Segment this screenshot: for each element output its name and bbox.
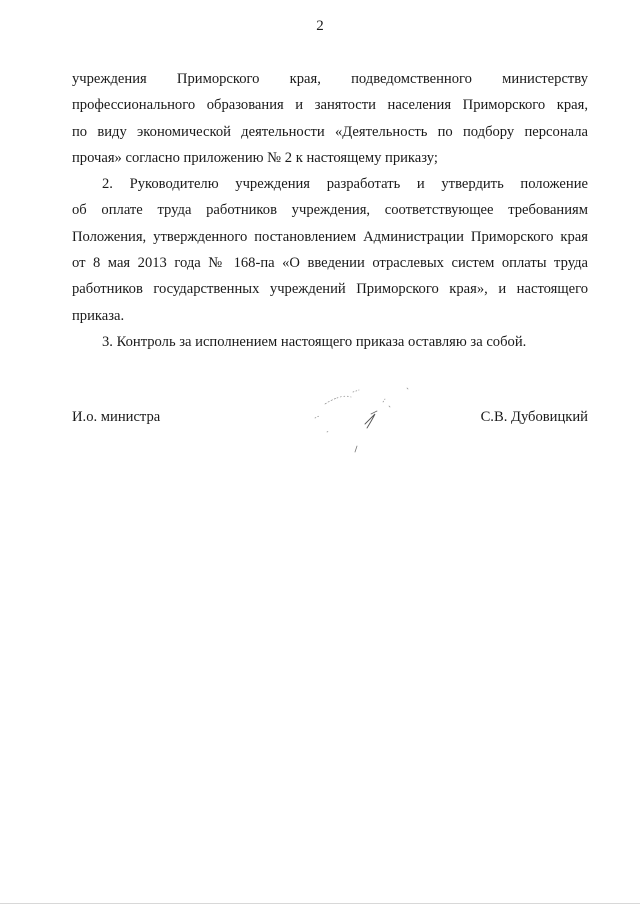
text-line: Положения, утвержденного постановлением Администрации Приморского края bbox=[72, 228, 588, 245]
paragraph-item-3 bbox=[72, 329, 588, 355]
text-line: 3. Контроль за исполнением настоящего приказа оставляю за собой. bbox=[102, 333, 527, 350]
text-line: об оплате труда работников учреждения, соответствующее требованиям bbox=[72, 202, 588, 219]
text-line: работников государственных учреждений Приморского края», и настоящего bbox=[72, 281, 588, 298]
page-bottom-edge bbox=[0, 903, 640, 904]
text-line: учреждения Приморского края, подведомственного министерству bbox=[72, 71, 588, 87]
handwritten-signature-icon bbox=[307, 384, 427, 464]
page-number: 2 bbox=[316, 18, 324, 34]
document-body bbox=[72, 66, 588, 355]
paragraph-item-2 bbox=[72, 171, 588, 329]
signatory-name: С.В. Дубовицкий bbox=[480, 409, 588, 425]
text-line: по виду экономической деятельности «Деятельность по подбору персонала bbox=[72, 123, 588, 140]
paragraph-appendix-reference bbox=[72, 66, 588, 171]
signature-block bbox=[72, 402, 588, 462]
text-line: приказа. bbox=[72, 307, 125, 324]
text-line: от 8 мая 2013 года № 168-па «О введении отраслевых систем оплаты труда bbox=[72, 255, 588, 272]
text-line: профессионального образования и занятости населения Приморского края, bbox=[72, 97, 588, 114]
signatory-role: И.о. министра bbox=[72, 409, 161, 425]
text-line: прочая» согласно приложению № 2 к настоящему приказу; bbox=[72, 149, 438, 166]
text-line: 2. Руководителю учреждения разработать и утвердить положение bbox=[102, 176, 588, 193]
